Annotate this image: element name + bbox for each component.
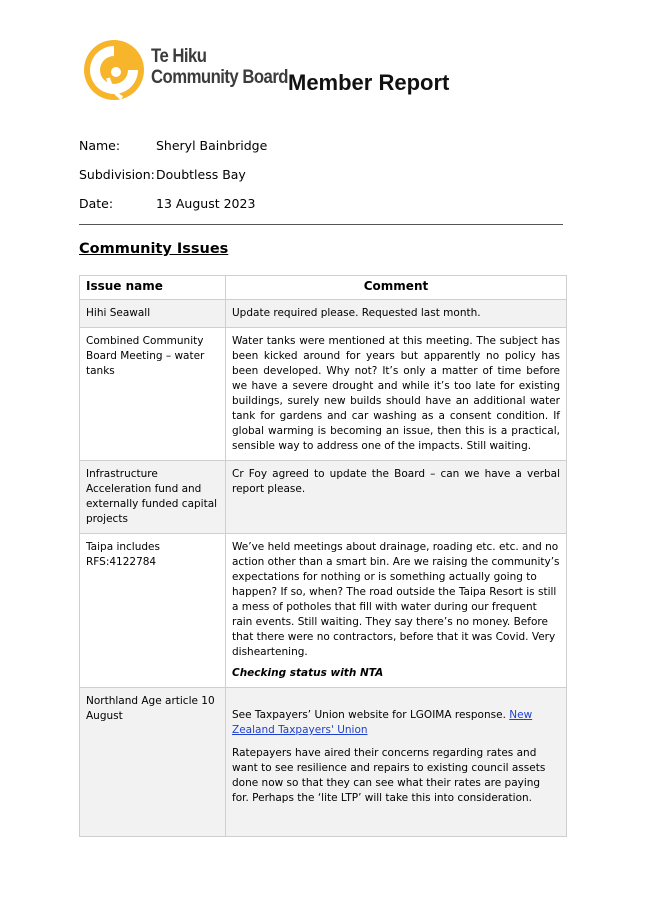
organisation-name	[151, 46, 288, 88]
issue-cell: Taipa includes RFS:4122784	[80, 534, 226, 688]
header-issue-name: Issue name	[80, 276, 226, 300]
comment-cell	[226, 688, 567, 837]
issues-table	[79, 275, 567, 837]
date-label: Date:	[79, 196, 114, 211]
comment-cell: Update required please. Requested last month.	[226, 300, 567, 328]
table-row	[80, 534, 567, 688]
section-title: Community Issues	[79, 241, 229, 257]
header-comment: Comment	[226, 276, 567, 300]
comment-prefix: See Taxpayers’ Union website for LGOIMA response.	[232, 709, 510, 721]
issue-cell: Combined Community Board Meeting – water tanks	[80, 328, 226, 461]
table-row	[80, 300, 567, 328]
community-board-logo	[82, 38, 146, 102]
divider	[79, 224, 563, 225]
comment-cell	[226, 534, 567, 688]
status-note: Checking status with NTA	[232, 667, 384, 679]
date-value: 13 August 2023	[156, 196, 256, 211]
table-row	[80, 328, 567, 461]
comment-text-2: Ratepayers have aired their concerns regarding rates and want to see resilience and repairs to existing council assets done now so that they can see what their rates are paying for. Perhaps the ‘lite LTP’ will take this into consideration.	[232, 747, 546, 804]
comment-text: We’ve held meetings about drainage, roading etc. etc. and no action other than a smart bin. Are we raising the community’s expectations for nothing or is something actually going to happen? If so, when? The road outside the Taipa Resort is still a mess of potholes that fill with water during our frequent rain events. Still waiting. They say there’s no money. Before that there were no contractors, before that it was Covid. Very disheartening.	[232, 541, 560, 658]
subdivision-label: Subdivision:	[79, 167, 155, 182]
org-line-1: Te Hiku	[151, 46, 207, 67]
comment-cell: Water tanks were mentioned at this meeting. The subject has been kicked around for years but apparently no policy has been developed. Why not? It’s only a matter of time before we have a severe drought and while it’s too late for existing buildings, surely new builds should have an additional water tank for gardens and car washing as a consent condition. If global warming is becoming an issue, then this is a practical, sensible way to address one of the impacts. Still waiting.	[226, 328, 567, 461]
name-label: Name:	[79, 138, 121, 153]
name-value: Sheryl Bainbridge	[156, 138, 268, 153]
org-line-2: Community Board	[151, 67, 289, 88]
comment-cell: Cr Foy agreed to update the Board – can we have a verbal report please.	[226, 461, 567, 534]
table-row	[80, 461, 567, 534]
issue-cell: Northland Age article 10 August	[80, 688, 226, 837]
table-row	[80, 688, 567, 837]
report-title: Member Report	[288, 70, 450, 95]
table-header-row	[80, 276, 567, 300]
issue-cell: Infrastructure Acceleration fund and externally funded capital projects	[80, 461, 226, 534]
issue-cell: Hihi Seawall	[80, 300, 226, 328]
taxpayers-union-link[interactable]: New Zealand Taxpayers' Union	[232, 709, 533, 736]
subdivision-value: Doubtless Bay	[156, 167, 246, 182]
comment-text	[232, 708, 560, 738]
